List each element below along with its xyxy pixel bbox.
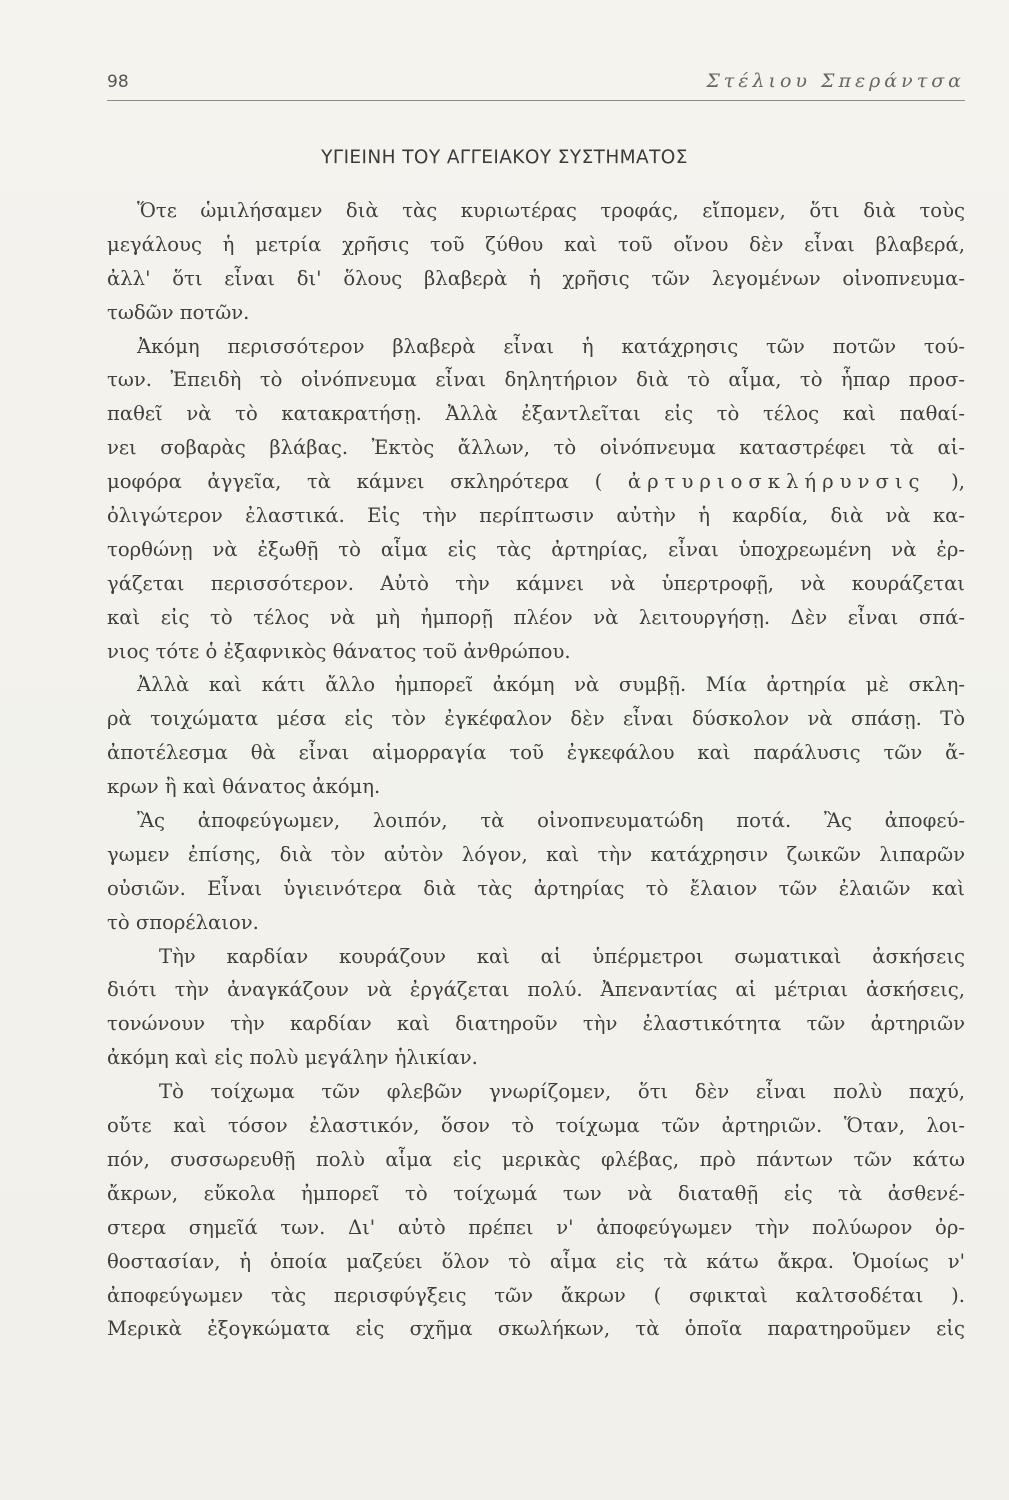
text-line: στερα σημεῖά των. Δι' αὐτὸ πρέπει ν' ἀποφεύγωμεν τὴν πολύωρον ὀρ- (107, 1215, 965, 1239)
text-line: των. Ἐπειδὴ τὸ οἰνόπνευμα εἶναι δηλητήριον διὰ τὸ αἷμα, τὸ ἧπαρ προσ- (107, 368, 965, 392)
text-line: τωδῶν ποτῶν. (107, 300, 250, 324)
body-text (107, 194, 965, 1346)
text-line: διότι τὴν ἀναγκάζουν νὰ ἐργάζεται πολύ. Ἀπεναντίας αἱ μέτριαι ἀσκήσεις, (107, 978, 965, 1002)
text-line: μεγάλους ἡ μετρία χρῆσις τοῦ ζύθου καὶ τοῦ οἴνου δὲν εἶναι βλαβερά, (107, 232, 965, 256)
text-line: Τὸ τοίχωμα τῶν φλεβῶν γνωρίζομεν, ὅτι δὲν εἶναι πολὺ παχύ, (159, 1080, 965, 1104)
page-header (107, 70, 965, 101)
text-line: τορθώνῃ νὰ ἐξωθῇ τὸ αἷμα εἰς τὰς ἀρτηρίας, εἶναι ὑποχρεωμένη νὰ ἐρ- (107, 537, 965, 561)
text-line: οὐσιῶν. Εἶναι ὑγιεινότερα διὰ τὰς ἀρτηρίας τὸ ἔλαιον τῶν ἐλαιῶν καὶ (107, 876, 965, 900)
text-line: ὀλιγώτερον ἐλαστικά. Εἰς τὴν περίπτωσιν αὐτὴν ἡ καρδία, διὰ νὰ κα- (107, 504, 965, 528)
page-number: 98 (107, 72, 129, 92)
text-line: ἀλλ' ὅτι εἶναι δι' ὅλους βλαβερὰ ἡ χρῆσις τῶν λεγομένων οἰνοπνευμα- (107, 266, 965, 290)
text-line: Ἂς ἀποφεύγωμεν, λοιπόν, τὰ οἰνοπνευματώδη ποτά. Ἂς ἀποφεύ- (137, 809, 965, 833)
text-line: ἀκόμη καὶ εἰς πολὺ μεγάλην ἡλικίαν. (107, 1046, 478, 1070)
spaced-term-suffix: ), (951, 470, 965, 494)
text-line: ἀποφεύγωμεν τὰς περισφύγξεις τῶν ἄκρων ( σφικταὶ καλτσοδέται ). (107, 1283, 965, 1307)
text-line: Ἀκόμη περισσότερον βλαβερὰ εἶναι ἡ κατάχρησις τῶν ποτῶν τού- (137, 334, 965, 358)
text-line: Ἀλλὰ καὶ κάτι ἄλλο ἠμπορεῖ ἀκόμη νὰ συμβῇ. Μία ἀρτηρία μὲ σκλη- (137, 673, 965, 697)
text-line: ἄκρων, εὔκολα ἠμπορεῖ τὸ τοίχωμά των νὰ διαταθῇ εἰς τὰ ἀσθενέ- (107, 1181, 965, 1205)
chapter-title: ΥΓΙΕΙΝΗ ΤΟΥ ΑΓΓΕΙΑΚΟΥ ΣΥΣΤΗΜΑΤΟΣ (321, 147, 688, 168)
line-text: μοφόρα ἀγγεῖα, τὰ κάμνει σκληρότερα ( (107, 470, 603, 494)
text-line: Μερικὰ ἐξογκώματα εἰς σχῆμα σκωλήκων, τὰ ὁποῖα παρατηροῦμεν εἰς (107, 1317, 965, 1341)
text-line: νιος τότε ὁ ἐξαφνικὸς θάνατος τοῦ ἀνθρώπου. (107, 639, 571, 663)
text-line: Ὅτε ὡμιλήσαμεν διὰ τὰς κυριωτέρας τροφάς, εἴπομεν, ὅτι διὰ τοὺς (137, 199, 965, 222)
text-line: τὸ σπορέλαιον. (107, 910, 259, 934)
text-line: θοστασίαν, ἡ ὁποία μαζεύει ὅλον τὸ αἷμα εἰς τὰ κάτω ἄκρα. Ὁμοίως ν' (107, 1249, 965, 1273)
text-line: γωμεν ἐπίσης, διὰ τὸν αὐτὸν λόγον, καὶ τὴν κατάχρησιν ζωικῶν λιπαρῶν (107, 842, 965, 866)
text-line: νει σοβαρὰς βλάβας. Ἐκτὸς ἄλλων, τὸ οἰνόπνευμα καταστρέφει τὰ αἱ- (107, 436, 965, 460)
text-line: γάζεται περισσότερον. Αὐτὸ τὴν κάμνει νὰ ὑπερτροφῇ, νὰ κουράζεται (107, 571, 965, 595)
text-line: καὶ εἰς τὸ τέλος νὰ μὴ ἠμπορῇ πλέον νὰ λειτουργήσῃ. Δὲν εἶναι σπά- (107, 605, 965, 629)
text-line: τονώνουν τὴν καρδίαν καὶ διατηροῦν τὴν ἐλαστικότητα τῶν ἀρτηριῶν (107, 1012, 965, 1036)
running-head: Στέλιου Σπεράντσα (706, 70, 965, 92)
text-line: πόν, συσσωρευθῇ πολὺ αἷμα εἰς μερικὰς φλέβας, πρὸ πάντων τῶν κάτω (107, 1147, 965, 1171)
text-line: ἀποτέλεσμα θὰ εἶναι αἱμορραγία τοῦ ἐγκεφάλου καὶ παράλυσις τῶν ἄ- (107, 741, 965, 765)
text-line: παθεῖ νὰ τὸ κατακρατήσῃ. Ἀλλὰ ἐξαντλεῖται εἰς τὸ τέλος καὶ παθαί- (107, 402, 965, 426)
text-line: κρων ἢ καὶ θάνατος ἀκόμη. (107, 775, 381, 799)
text-line: οὔτε καὶ τόσον ἐλαστικόν, ὅσον τὸ τοίχωμα τῶν ἀρτηριῶν. Ὅταν, λοι- (107, 1114, 965, 1138)
spaced-term: ἀρτυριοσκλήρυνσις (627, 470, 926, 494)
text-line: Τὴν καρδίαν κουράζουν καὶ αἱ ὑπέρμετροι σωματικαὶ ἀσκήσεις (159, 944, 965, 968)
text-line: ρὰ τοιχώματα μέσα εἰς τὸν ἐγκέφαλον δὲν εἶναι δύσκολον νὰ σπάσῃ. Τὸ (107, 707, 965, 731)
text-line-spaced (107, 465, 965, 499)
